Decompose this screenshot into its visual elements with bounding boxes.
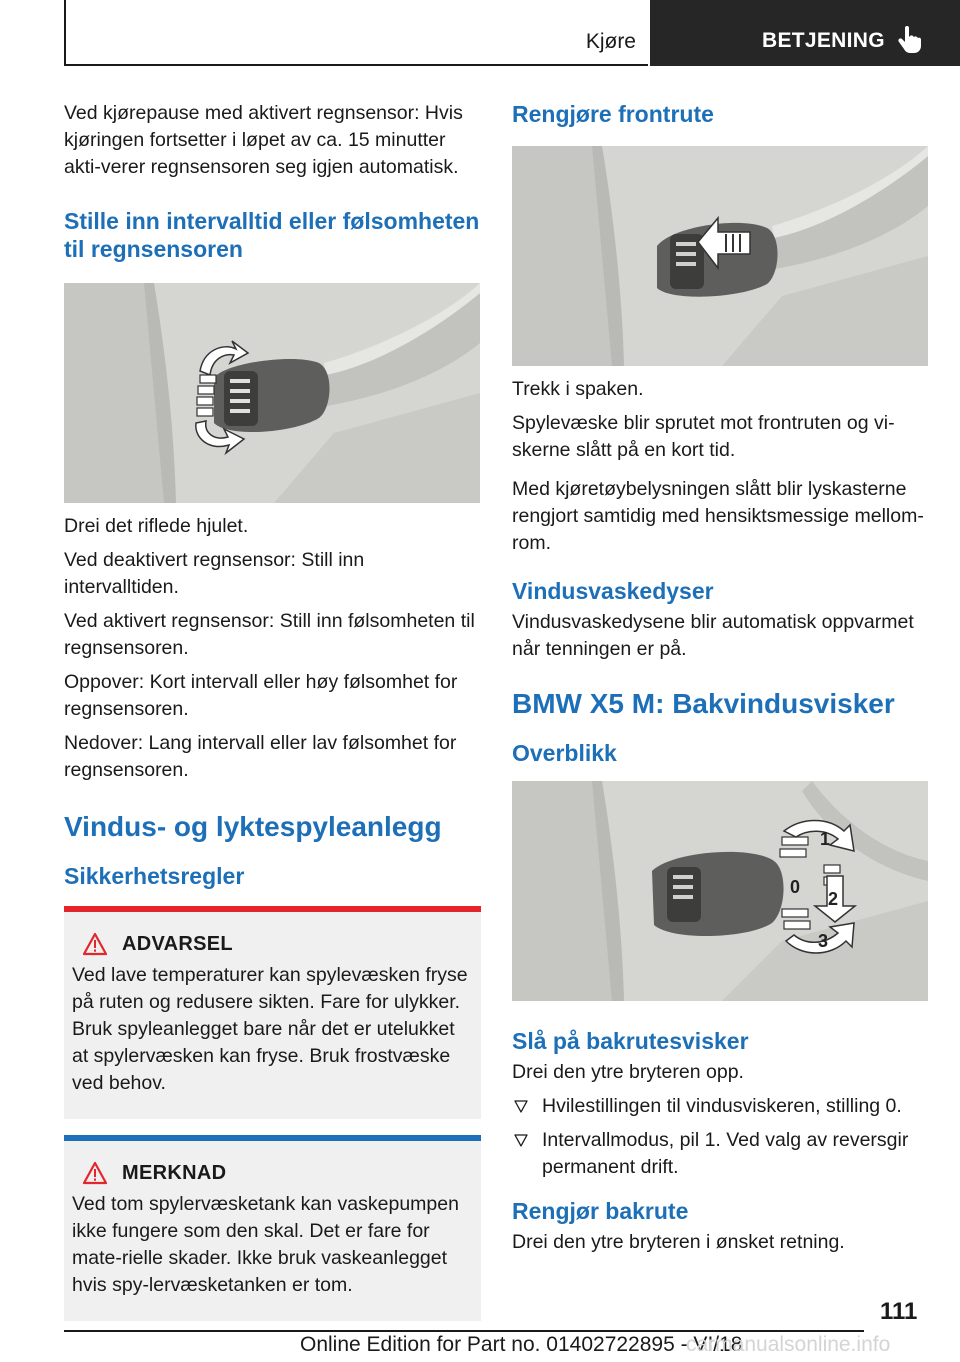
list-item-text: Hvilestillingen til vindusviskeren, stilling 0.	[542, 1095, 902, 1117]
section-title: BETJENING	[762, 29, 885, 52]
triangle-bullet-icon	[514, 1134, 528, 1147]
watermark: carmanualsonline.info	[686, 1333, 891, 1356]
heading-clean-windscreen: Rengjøre frontrute	[512, 101, 714, 127]
intro-paragraph: Ved kjørepause med aktivert regnsensor: Hvis kjøringen fortsetter i løpet av ca. 15 minutter akti‐verer regnsensoren seg igjen automatisk.	[64, 102, 463, 178]
header-rule-left	[64, 0, 66, 66]
hand-pointer-icon	[898, 26, 922, 54]
warning-box	[64, 906, 481, 1119]
note-header	[72, 1161, 473, 1185]
list-item	[512, 1093, 929, 1120]
heading-rear-wiper: BMW X5 M: Bakvindusvisker	[512, 688, 895, 719]
warning-triangle-icon	[82, 932, 108, 956]
list-item-text: Intervallmodus, pil 1. Ved valg av reversgir permanent drift.	[542, 1129, 909, 1178]
warning-title: ADVARSEL	[122, 932, 233, 955]
triangle-bullet-icon	[514, 1100, 528, 1113]
rear-wiper-illustration	[512, 781, 928, 1001]
stalk-wheel-illustration	[64, 283, 480, 503]
heading-clean-rear-window: Rengjør bakrute	[512, 1198, 689, 1224]
heading-safety: Sikkerhetsregler	[64, 863, 245, 889]
rear-wiper-list	[512, 1093, 929, 1181]
stalk-pull-illustration	[512, 146, 928, 366]
note-box	[64, 1135, 481, 1321]
heading-washer-system: Vindus- og lyktespyleanlegg	[64, 811, 442, 842]
figure-pull-stalk	[512, 146, 928, 366]
paragraph-turn-wheel: Drei det riflede hjulet.	[64, 515, 249, 537]
paragraph-fluid-sprayed: Spylevæske blir sprutet mot frontruten og vi‐skerne slått på en kort tid.	[512, 412, 895, 461]
note-text: Ved tom spylervæsketank kan vaskepumpen ikke fungere som den skal. Det er fare for mate‐rielle skader. Ikke bruk vaskeanlegget hvis spy‐lervæsketanken er tom.	[72, 1193, 459, 1296]
figure-rear-wiper-switch	[512, 781, 928, 1001]
label-position-0: 0	[790, 877, 801, 897]
paragraph-nozzles-heated: Vindusvaskedysene blir automatisk oppvarmet når tenningen er på.	[512, 611, 914, 660]
section-tab	[650, 0, 960, 66]
paragraph-headlights-cleaned: Med kjøretøybelysningen slått blir lyskasterne rengjort samtidig med hensiktsmessige mellom‐rom.	[512, 478, 924, 554]
note-title: MERKNAD	[122, 1161, 227, 1184]
heading-rear-wiper-on: Slå på bakrutesvisker	[512, 1028, 749, 1054]
chapter-title: Kjøre	[585, 30, 636, 53]
paragraph-turn-desired-direction: Drei den ytre bryteren i ønsket retning.	[512, 1231, 845, 1253]
figure-interval-wheel	[64, 283, 480, 503]
paragraph-turn-switch-up: Drei den ytre bryteren opp.	[512, 1061, 744, 1083]
heading-overview: Overblikk	[512, 740, 617, 766]
paragraph-pull-stalk: Trekk i spaken.	[512, 378, 644, 400]
label-arrow-1: 1	[820, 829, 831, 849]
notice-triangle-icon	[82, 1161, 108, 1185]
edition-label: Online Edition for Part no. 01402722895 - VI/18	[300, 1333, 743, 1356]
paragraph-sensor-on: Ved aktivert regnsensor: Still inn følsomheten til regnsensoren.	[64, 610, 475, 659]
paragraph-up: Oppover: Kort intervall eller høy følsomhet for regnsensoren.	[64, 671, 458, 720]
warning-text: Ved lave temperaturer kan spylevæsken fryse på ruten og redusere sikten. Fare for ulykker. Bruk spyleanlegget bare når det er utelukket at spylervæsken kan fryse. Bruk frostvæske ved behov.	[72, 964, 468, 1094]
page-number: 111	[880, 1298, 918, 1325]
label-arrow-3: 3	[818, 931, 829, 951]
paragraph-sensor-off: Ved deaktivert regnsensor: Still inn intervalltiden.	[64, 549, 365, 598]
left-column	[64, 100, 481, 1321]
paragraph-down: Nedover: Lang intervall eller lav følsomhet for regnsensoren.	[64, 732, 457, 781]
label-arrow-2: 2	[828, 889, 839, 909]
right-column	[512, 100, 929, 1263]
header-rule-bottom	[64, 64, 648, 66]
heading-nozzles: Vindusvaskedyser	[512, 578, 714, 604]
heading-interval: Stille inn intervalltid eller følsomheten til regnsensoren	[64, 208, 480, 262]
warning-header	[72, 932, 473, 956]
footer-rule	[64, 1330, 864, 1332]
list-item	[512, 1127, 929, 1181]
